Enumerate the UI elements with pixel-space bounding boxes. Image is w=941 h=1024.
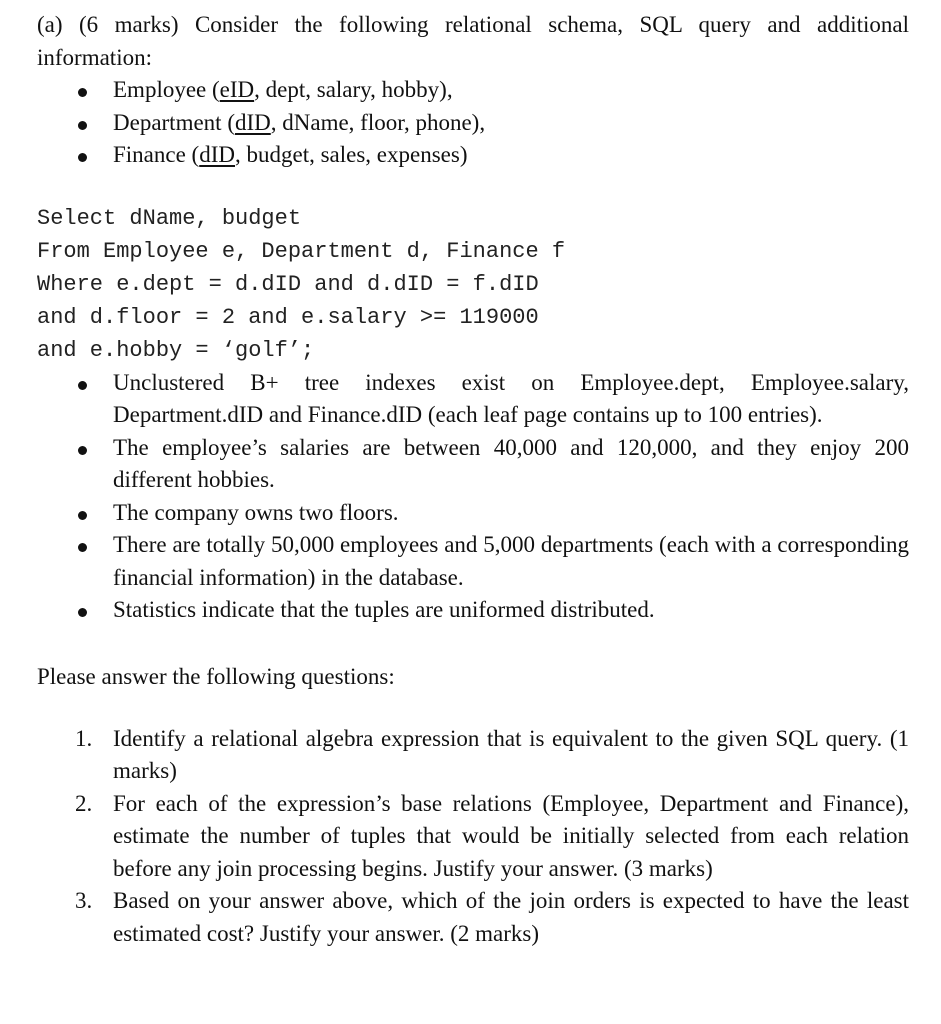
question-number: 1.	[75, 725, 93, 751]
sql-line: From Employee e, Department d, Finance f	[37, 238, 566, 264]
question-number: 2.	[75, 790, 93, 816]
sql-line: and e.hobby = ‘golf’;	[37, 337, 315, 363]
question-page	[37, 8, 909, 950]
bullet-icon	[78, 543, 87, 552]
bullet-icon	[78, 121, 87, 130]
info-item: Unclustered B+ tree indexes exist on Employee.dept, Employee.salary, Department.dID and Finance.dID (each leaf page contains up to 100 entries).	[37, 367, 909, 432]
sql-line: Where e.dept = d.dID and d.dID = f.dID	[37, 271, 539, 297]
additional-info-list	[37, 367, 909, 627]
primary-key: eID	[219, 77, 255, 102]
bullet-icon	[78, 153, 87, 162]
question-item: 3. Based on your answer above, which of the join orders is expected to have the least estimated cost? Justify your answer. (2 marks)	[37, 885, 909, 950]
info-item: Statistics indicate that the tuples are uniformed distributed.	[37, 594, 909, 627]
questions-prompt: Please answer the following questions:	[37, 663, 395, 689]
bullet-icon	[78, 88, 87, 97]
question-intro: (a) (6 marks) Consider the following relational schema, SQL query and additional information:	[37, 12, 909, 70]
bullet-icon	[78, 608, 87, 617]
sql-query	[37, 202, 909, 367]
primary-key: dID	[234, 109, 271, 135]
info-item: The employee’s salaries are between 40,000 and 120,000, and they enjoy 200 different hobbies.	[37, 432, 909, 497]
bullet-icon	[78, 446, 87, 455]
info-item: There are totally 50,000 employees and 5,000 departments (each with a corresponding financial information) in the database.	[37, 529, 909, 594]
sql-line: Select dName, budget	[37, 205, 302, 231]
primary-key: dID	[199, 142, 235, 167]
question-number: 3.	[75, 888, 93, 913]
question-item: 2. For each of the expression’s base relations (Employee, Department and Finance), estimate the number of tuples that would be initially selected from each relation before any join processing begins. Justify your answer. (3 marks)	[37, 788, 909, 886]
questions-list	[37, 723, 909, 951]
bullet-icon	[78, 511, 87, 520]
info-item: The company owns two floors.	[37, 497, 909, 530]
schema-item-finance: Finance (dID, budget, sales, expenses)	[37, 139, 909, 172]
bullet-icon	[78, 381, 87, 390]
schema-item-department: Department (dID, dName, floor, phone),	[37, 107, 909, 140]
question-item: 1. Identify a relational algebra expression that is equivalent to the given SQL query. (1 marks)	[37, 723, 909, 788]
schema-item-employee: Employee (eID, dept, salary, hobby),	[37, 74, 909, 107]
schema-list	[37, 74, 909, 172]
sql-line: and d.floor = 2 and e.salary >= 119000	[37, 304, 539, 330]
